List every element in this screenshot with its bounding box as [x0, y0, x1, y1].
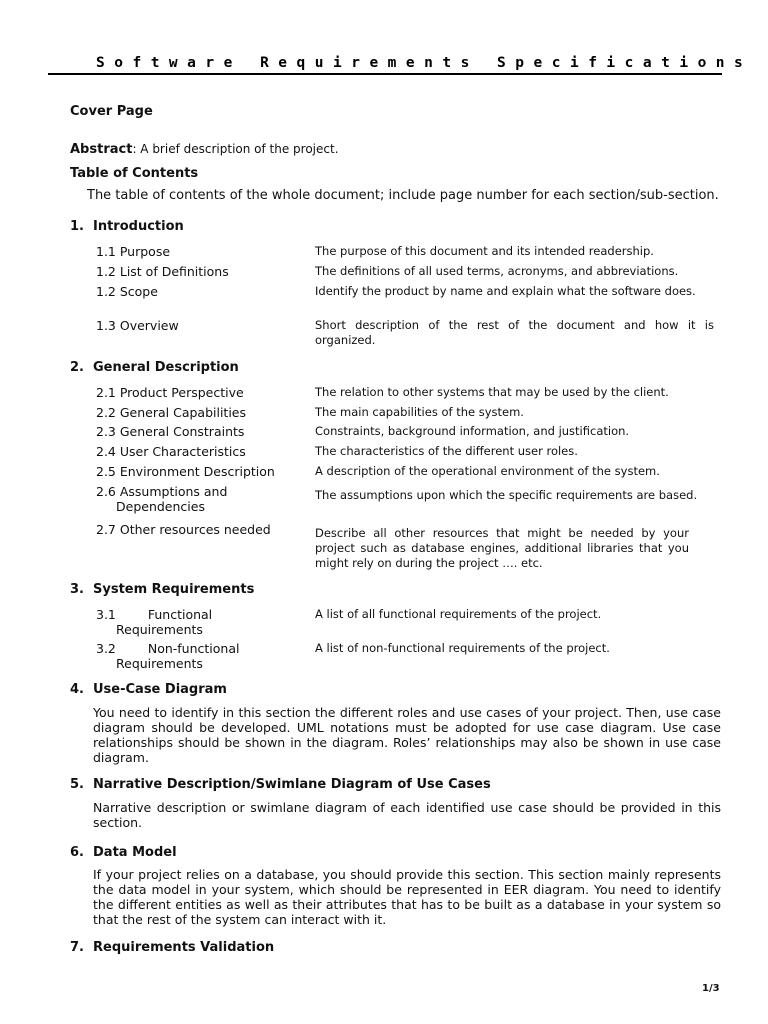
- section-6-number: 6.: [70, 845, 84, 860]
- section-2-row-4-desc: The characteristics of the different user roles.: [315, 444, 578, 458]
- section-2-row-5-label: 2.5 Environment Description: [96, 464, 275, 479]
- section-2-row-6-label: 2.6 Assumptions and Dependencies: [96, 484, 228, 514]
- section-2-row-3-label: 2.3 General Constraints: [96, 424, 245, 439]
- section-2-row-2-label: 2.2 General Capabilities: [96, 405, 246, 420]
- section-1-row-1-label: 1.1 Purpose: [96, 244, 171, 259]
- document-title: Software Requirements Specifications: [96, 55, 753, 71]
- section-4-title: Use-Case Diagram: [93, 682, 227, 697]
- section-2-row-4-label: 2.4 User Characteristics: [96, 444, 246, 459]
- cover-page-heading: Cover Page: [70, 104, 153, 119]
- title-underline: [48, 73, 722, 75]
- section-5-title: Narrative Description/Swimlane Diagram of Use Cases: [93, 777, 491, 792]
- abstract-text: : A brief description of the project.: [132, 142, 339, 156]
- section-1-row-3-label: 1.2 Scope: [96, 284, 158, 299]
- section-1-number: 1.: [70, 219, 84, 234]
- section-3-row-2-label: 3.2 Non-functional Requirements: [96, 641, 240, 671]
- section-6-paragraph: If your project relies on a database, you should provide this section. This section mainly represents the data model in your system, which should be represented in EER diagram. You need to identify the different entities as well as their attributes that has to be built as a database in your system so that the rest of the system can interact with it.: [93, 867, 721, 927]
- section-3-row-2-desc: A list of non-functional requirements of the project.: [315, 641, 610, 655]
- section-3-row-1-label: 3.1 Functional Requirements: [96, 607, 213, 637]
- section-1-row-2-label: 1.2 List of Definitions: [96, 264, 229, 279]
- section-2-row-5-desc: A description of the operational environment of the system.: [315, 464, 660, 478]
- section-1-title: Introduction: [93, 219, 184, 234]
- section-7-title: Requirements Validation: [93, 940, 275, 955]
- page-number: 1/3: [702, 983, 720, 994]
- section-2-row-3-desc: Constraints, background information, and justification.: [315, 424, 630, 438]
- section-2-row-7-label: 2.7 Other resources needed: [96, 522, 271, 537]
- section-2-title: General Description: [93, 360, 239, 375]
- section-4-paragraph: You need to identify in this section the different roles and use cases of your project. Then, use case diagram should be developed. UML notations must be adopted for use case diagram. Use case relationships should be shown in the diagram. Roles’ relationships may also be shown in use case diagram.: [93, 705, 721, 765]
- section-1-row-2-desc: The definitions of all used terms, acronyms, and abbreviations.: [315, 264, 679, 278]
- abstract-line: [70, 142, 339, 157]
- section-3-row-1-desc: A list of all functional requirements of the project.: [315, 607, 602, 621]
- section-5-paragraph: Narrative description or swimlane diagram of each identified use case should be provided in this section.: [93, 800, 721, 830]
- toc-heading: Table of Contents: [70, 166, 199, 181]
- section-1-row-4-desc: Short description of the rest of the document and how it is organized.: [315, 318, 714, 347]
- section-6-title: Data Model: [93, 845, 177, 860]
- section-3-number: 3.: [70, 582, 84, 597]
- section-1-row-4-label: 1.3 Overview: [96, 318, 179, 333]
- section-2-row-7-desc: Describe all other resources that might be needed by your project such as database engines, additional libraries that you might rely on during the project …. etc.: [315, 526, 689, 570]
- toc-text: The table of contents of the whole document; include page number for each section/sub-section.: [87, 188, 719, 203]
- section-1-row-1-desc: The purpose of this document and its intended readership.: [315, 244, 654, 258]
- section-1-row-3-desc: Identify the product by name and explain what the software does.: [315, 284, 696, 298]
- section-2-number: 2.: [70, 360, 84, 375]
- abstract-label: Abstract: [70, 142, 133, 157]
- section-2-row-1-label: 2.1 Product Perspective: [96, 385, 244, 400]
- section-4-number: 4.: [70, 682, 84, 697]
- section-5-number: 5.: [70, 777, 84, 792]
- section-7-number: 7.: [70, 940, 84, 955]
- section-2-row-1-desc: The relation to other systems that may be used by the client.: [315, 385, 669, 399]
- section-2-row-6-desc: The assumptions upon which the specific requirements are based.: [315, 488, 698, 502]
- section-2-row-2-desc: The main capabilities of the system.: [315, 405, 524, 419]
- section-3-title: System Requirements: [93, 582, 255, 597]
